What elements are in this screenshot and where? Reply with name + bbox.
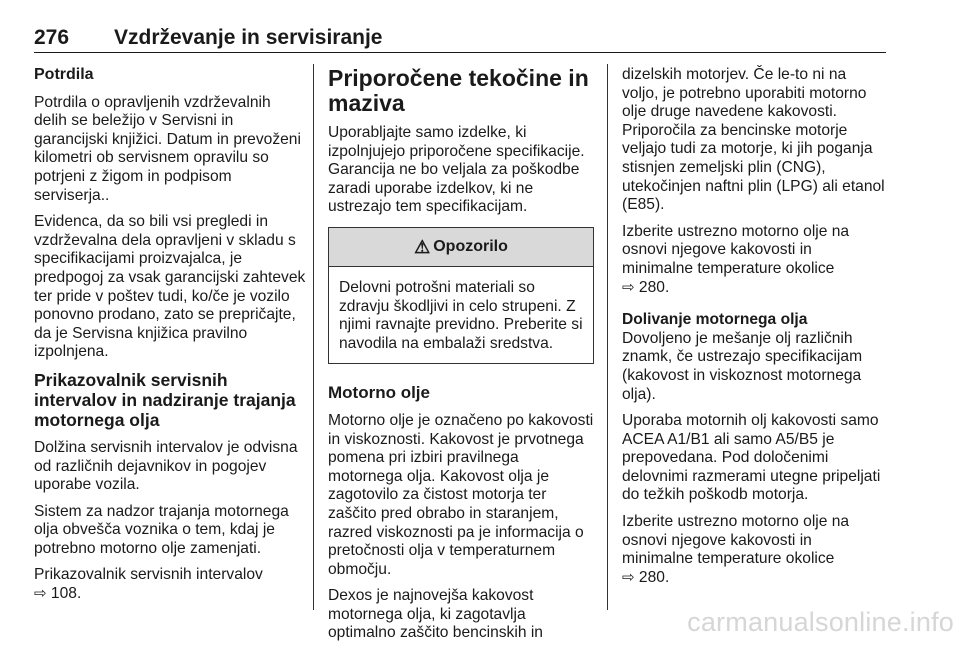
reference-arrow-icon: ⇨ (622, 278, 635, 296)
column-right (622, 66, 886, 595)
paragraph: Potrdila o opravljenih vzdrževalnih delih se beležijo v Servisni in garancijski knjižici. Datum in prevoženi kilometri ob servisnem opravilu so potrjeni z žigom in podpisom serviserja.. (34, 93, 301, 204)
paragraph: dizelskih motorjev. Če le-to ni na voljo, je potrebno uporabiti motorno olje druge navedene kakovosti. Priporočila za bencinske motorje veljajo tudi za motorje, ki jih poganja stisnjen zemeljski plin (CNG), utekočinjen naftni plin (LPG) ali etanol (E85). (622, 66, 885, 214)
paragraph: Evidenca, da so bili vsi pregledi in vzdrževalna dela opravljeni v skladu s specifikacijami proizvajalca, je predpogoj za vsak garancijski zahtevek ter pride v poštev tudi, ko/če je vozilo ponovno prodano, zato se prepričajte, da je Servisna knjižica pravilno izpolnjena. (34, 213, 306, 361)
paragraph: Sistem za nadzor trajanja motornega olja obvešča voznika o tem, kdaj je potrebno motorno olje zamenjati. (34, 502, 289, 557)
warning-text: Delovni potrošni materiali so zdravju škodljivi in celo strupeni. Z njimi ravnajte previdno. Preberite si navodila na embalaži sredstva. (339, 278, 583, 352)
column-left (34, 66, 306, 612)
section-heading-dolivanje: Dolivanje motornega olja (622, 311, 808, 329)
paragraph-text: Prikazovalnik servisnih intervalov (34, 566, 263, 584)
paragraph-text: Izberite ustrezno motorno olje na osnovi njegove kakovosti in minimalne temperature okolice (622, 513, 850, 568)
reference-arrow-icon: ⇨ (34, 585, 47, 603)
running-title: Vzdrževanje in servisiranje (114, 26, 383, 49)
paragraph: Dovoljeno je mešanje olj različnih znamk, če ustrezajo specifikacijam (kakovost in viskoznost motornega olja). (622, 329, 863, 403)
section-heading-prikazovalnik: Prikazovalnik servisnih intervalov in nadziranje trajanja motornega olja (34, 369, 296, 430)
paragraph: Dolžina servisnih intervalov je odvisna od različnih dejavnikov in pogojev uporabe vozila. (34, 438, 298, 494)
reference-arrow-icon: ⇨ (622, 568, 635, 586)
warning-title: Opozorilo (433, 237, 508, 255)
page-reference[interactable]: 108. (50, 585, 82, 603)
warning-header (329, 228, 593, 267)
column-divider (607, 64, 608, 610)
watermark: carmanualsonline.info (687, 607, 954, 637)
paragraph: Uporaba motornih olj kakovosti samo ACEA A1/B1 ali samo A5/B5 je prepovedana. Pod določenimi delovnimi razmerami utegne pripeljati do težkih poškodb motorja. (622, 412, 881, 504)
paragraph: Motorno olje je označeno po kakovosti in viskoznosti. Kakovost je prvotnega pomena pri izbiri pravilnega motornega olja. Kakovost olja je zagotovilo za čistost motorja ter zaščito pred obrabo in staranjem, razred viskoznosti pa je informacija o pretočnosti olja v temperaturnem območju. (328, 411, 594, 578)
paragraph: Uporabljajte samo izdelke, ki izpolnjujejo priporočene specifikacije. Garancija ne bo veljala za poškodbe zaradi uporabe izdelkov, ki ne ustrezajo tem specifikacijam. (328, 124, 585, 216)
column-divider (313, 64, 314, 610)
page-reference[interactable]: 280. (638, 278, 670, 296)
paragraph-with-reference (34, 566, 306, 603)
section-heading-potrdila: Potrdila (34, 66, 94, 83)
section-heading-motorno-olje: Motorno olje (328, 383, 430, 403)
warning-triangle-icon: ⚠ (414, 236, 431, 257)
section-heading-tekocine: Priporočene tekočine in maziva (328, 65, 589, 116)
paragraph: Dexos je najnovejša kakovost motornega olja, ki zagotavlja optimalno zaščito bencinskih in (328, 587, 543, 642)
paragraph-with-reference (622, 513, 886, 587)
warning-box (328, 227, 594, 364)
page-number: 276 (34, 26, 70, 49)
page-header (34, 26, 886, 53)
paragraph-text: Izberite ustrezno motorno olje na osnovi njegove kakovosti in minimalne temperature okolice (622, 222, 850, 277)
paragraph-with-reference (622, 223, 886, 297)
column-middle (328, 66, 594, 651)
page-reference[interactable]: 280. (638, 568, 670, 586)
